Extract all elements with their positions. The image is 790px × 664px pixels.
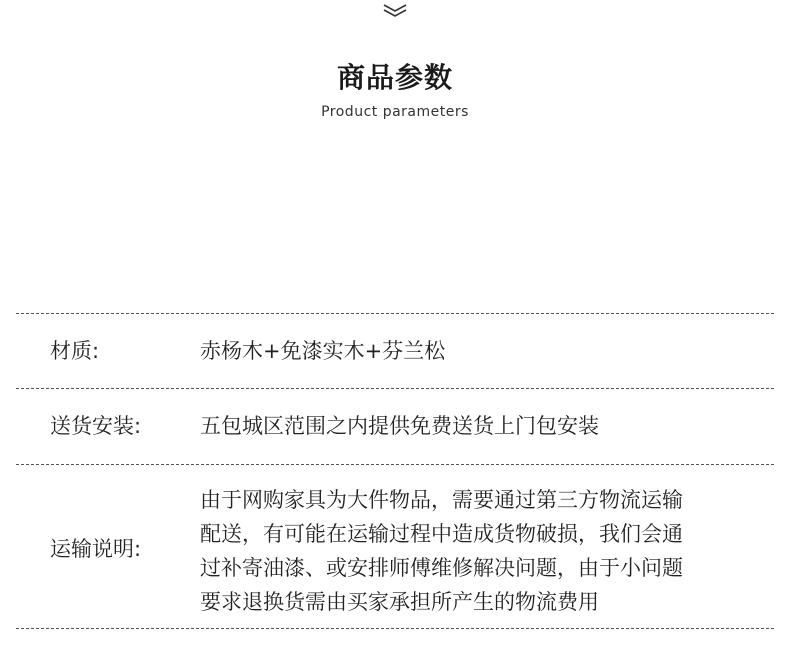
divider — [16, 313, 774, 314]
divider — [16, 388, 774, 389]
param-label-material: 材质: — [50, 339, 100, 363]
divider — [16, 464, 774, 465]
section-subtitle: Product parameters — [321, 104, 469, 120]
shipping-text-line: 配送，有可能在运输过程中造成货物破损，我们会通 — [200, 522, 683, 546]
section-title: 商品参数 — [336, 61, 453, 94]
double-chevron-down-icon — [382, 2, 408, 20]
param-label-shipping: 运输说明: — [50, 537, 142, 561]
param-value-shipping — [200, 483, 760, 619]
param-label-delivery: 送货安装: — [50, 414, 142, 438]
shipping-text-line: 要求退换货需由买家承担所产生的物流费用 — [200, 590, 599, 614]
param-value-material: 赤杨木+免漆实木+芬兰松 — [200, 339, 446, 363]
divider — [16, 628, 774, 629]
shipping-text-line: 过补寄油漆、或安排师傅维修解决问题，由于小问题 — [200, 556, 683, 580]
param-value-delivery: 五包城区范围之内提供免费送货上门包安装 — [200, 414, 599, 438]
shipping-text-line: 由于网购家具为大件物品，需要通过第三方物流运输 — [200, 488, 683, 512]
